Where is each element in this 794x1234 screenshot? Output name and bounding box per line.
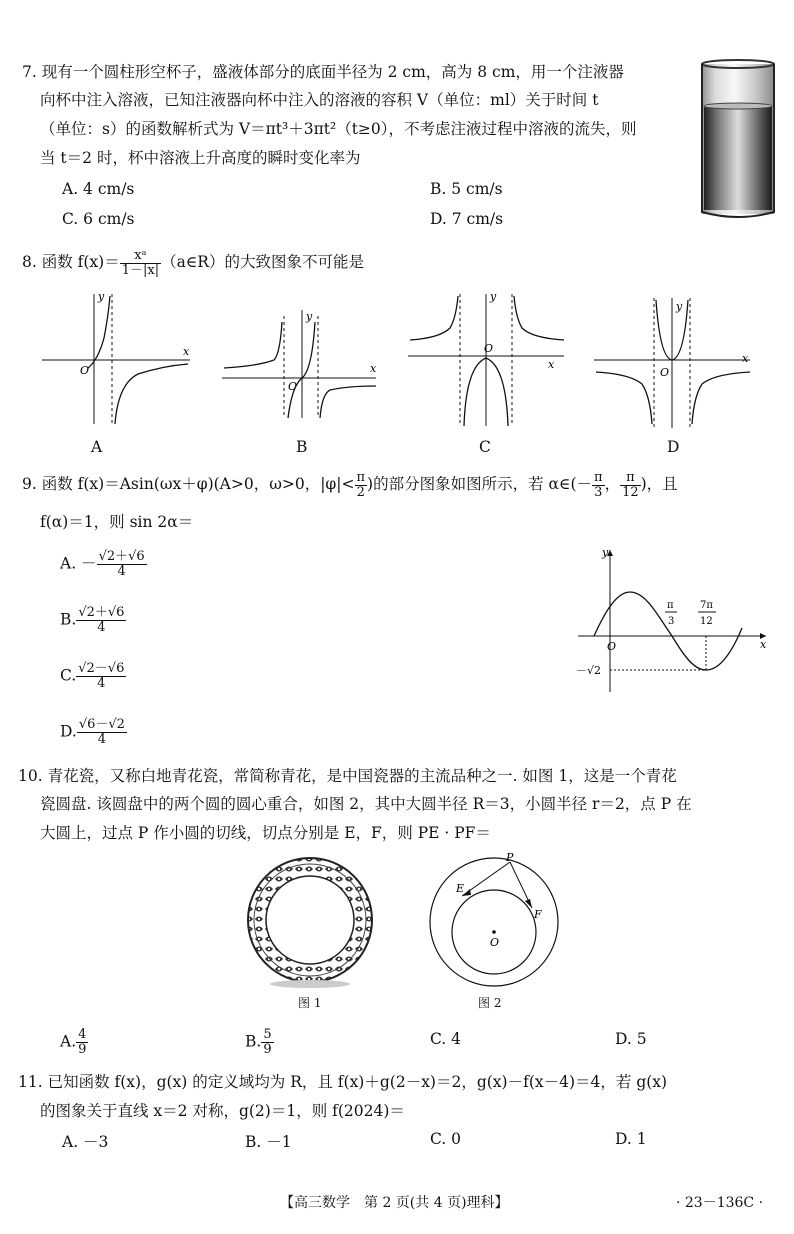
q8-suffix: （a∈R）的大致图象不可能是 (161, 253, 364, 271)
q9-option-b-label: B. (60, 610, 77, 629)
q11-option-d[interactable]: D. 1 (615, 1130, 647, 1148)
q8-label-a: A (91, 438, 103, 456)
q9-two: 2 (356, 484, 365, 500)
q10-option-b[interactable] (245, 1028, 274, 1057)
origin-label: O (80, 364, 90, 377)
point-p-label: P (506, 852, 514, 864)
origin-label: O (660, 366, 670, 379)
q9-line1-mid: )的部分图象如图所示，若 α∈(－ (367, 475, 593, 493)
y-axis-label: y (676, 300, 683, 313)
q9-option-c-den: 4 (97, 676, 106, 691)
origin-label: O (484, 342, 494, 355)
q8-fraction (120, 249, 161, 278)
x-axis-label: x (742, 352, 749, 365)
q11-option-b[interactable]: B. －1 (245, 1133, 292, 1151)
q9-line-1: 9. 函数 f(x)＝Asin(ωx＋φ)(A>0，ω>0，|φ|< $\frac{\pi}{2}$ )的部分图象如图所示，若 α∈(－ $\frac{\pi}{3}$ ， $\frac{\pi}{12}$ )，且 (22, 469, 678, 500)
point-o-label: O (490, 936, 500, 949)
q7-line-1: 7. 现有一个圆柱形空杯子，盛液体部分的底面半径为 2 cm，高为 8 cm，用一个注液器 (22, 63, 624, 81)
q10-line-1: 10. 青花瓷，又称白地青花瓷，常简称青花，是中国瓷器的主流品种之一. 如图 1，这是一个青花 (18, 767, 677, 785)
q9-option-b[interactable] (60, 606, 126, 635)
q11-option-c[interactable]: C. 0 (430, 1130, 462, 1148)
q8-num: xᵃ (120, 249, 161, 264)
q10-line-3: 大圆上，过点 P 作小圆的切线，切点分别是 E，F，则 PE · PF＝ (40, 824, 491, 842)
y-axis-label: y (602, 546, 609, 559)
page-footer: 【高三数学 第 2 页(共 4 页)理科】 (280, 1195, 509, 1211)
q10-option-a[interactable] (60, 1028, 88, 1057)
q10-option-b-label: B. (245, 1032, 262, 1051)
tick-pi-3-num: π (667, 600, 674, 611)
q10-option-b-den: 9 (263, 1042, 272, 1057)
q9-option-c[interactable] (60, 662, 126, 691)
point-f-label: F (534, 908, 542, 921)
q9-option-c-label: C. (60, 666, 77, 685)
q9-sine-graph (574, 544, 774, 694)
q9-option-a[interactable] (60, 550, 147, 579)
q7-option-c[interactable]: C. 6 cm/s (62, 210, 135, 228)
q8-label-c: C (479, 438, 491, 456)
origin-label: O (288, 380, 298, 393)
q9-option-a-num: √2＋√6 (98, 549, 145, 564)
q7-option-a[interactable]: A. 4 cm/s (62, 180, 135, 198)
q9-option-d-den: 4 (97, 732, 107, 747)
q10-option-d[interactable]: D. 5 (615, 1030, 647, 1048)
q10-option-a-label: A. (60, 1032, 77, 1051)
q8-graph-a[interactable] (38, 288, 198, 428)
q7-line-4: 当 t＝2 时，杯中溶液上升高度的瞬时变化率为 (40, 149, 361, 167)
y-axis-label: y (306, 310, 313, 323)
q10-option-b-num: 5 (263, 1027, 272, 1042)
q7-line-2: 向杯中注入溶液，已知注液器向杯中注入的溶液的容积 V（单位：ml）关于时间 t (40, 91, 599, 109)
y-axis-label: y (490, 290, 497, 303)
q8-graph-d[interactable] (590, 292, 756, 432)
q10-fig2-caption: 图 2 (478, 996, 502, 1010)
y-axis-label: y (98, 290, 105, 303)
q9-line-2: f(α)＝1，则 sin 2α＝ (40, 513, 194, 531)
q8-label-b: B (296, 438, 308, 456)
q10-fig2-diagram (426, 852, 562, 992)
q8-label-d: D (667, 438, 680, 456)
q9-twelve: 12 (622, 484, 639, 500)
q11-line-1: 11. 已知函数 f(x)，g(x) 的定义域均为 R，且 f(x)＋g(2－x)＝2，g(x)－f(x－4)＝4，若 g(x) (18, 1073, 668, 1091)
q8-graph-b[interactable] (218, 302, 382, 422)
x-axis-label: x (183, 345, 190, 358)
tick-7pi-12-den: 12 (700, 616, 713, 627)
q10-option-a-num: 4 (78, 1027, 87, 1042)
q10-line-2: 瓷圆盘. 该圆盘中的两个圆的圆心重合，如图 2，其中大圆半径 R＝3，小圆半径 r＝2，点 P 在 (40, 795, 692, 813)
q7-option-d[interactable]: D. 7 cm/s (430, 210, 504, 228)
q9-option-d[interactable] (60, 718, 127, 747)
q9-option-a-label: A. － (60, 554, 97, 573)
q8-prefix: 8. 函数 f(x)＝ (22, 253, 120, 271)
q9-option-b-den: 4 (97, 620, 106, 635)
q9-line1-prefix: 9. 函数 f(x)＝Asin(ωx＋φ)(A>0，ω>0，|φ|< (22, 475, 355, 493)
q11-option-a[interactable]: A. －3 (62, 1133, 109, 1151)
q9-option-c-num: √2－√6 (78, 661, 125, 676)
origin-label: O (607, 640, 617, 653)
q9-option-b-num: √2＋√6 (78, 605, 125, 620)
q7-option-b[interactable]: B. 5 cm/s (430, 180, 503, 198)
x-axis-label: x (548, 358, 555, 371)
q9-pi-3: π (620, 471, 641, 486)
q9-pi-2: π (594, 469, 603, 485)
q8-stem (22, 248, 364, 278)
q9-option-a-den: 4 (117, 564, 126, 579)
q10-option-a-den: 9 (78, 1042, 87, 1057)
ymin-label: －√2 (576, 664, 602, 677)
x-axis-label: x (370, 362, 377, 375)
exam-code: · 23－136C · (676, 1195, 764, 1211)
q9-option-d-label: D. (60, 722, 77, 741)
q10-fig1-plate (244, 854, 376, 990)
q7-line-3: （单位：s）的函数解析式为 V＝πt³＋3πt²（t≥0），不考虑注液过程中溶液的流失，则 (40, 120, 637, 138)
q8-den: 1－|x| (121, 262, 160, 278)
q9-pi-1: π (356, 469, 366, 485)
q11-line-2: 的图象关于直线 x＝2 对称，g(2)＝1，则 f(2024)＝ (40, 1102, 405, 1120)
tick-7pi-12-num: 7π (700, 600, 713, 611)
q10-fig1-caption: 图 1 (298, 996, 322, 1010)
tick-pi-3-den: 3 (668, 616, 675, 627)
q9-option-d-num: √6－√2 (78, 717, 125, 732)
cup-image (698, 56, 778, 222)
q9-three: 3 (594, 484, 603, 500)
q8-graph-c[interactable] (404, 288, 570, 430)
q10-option-c[interactable]: C. 4 (430, 1030, 462, 1048)
x-axis-label: x (760, 638, 767, 651)
point-e-label: E (456, 882, 465, 895)
q9-line1-suffix: )，且 (640, 475, 678, 493)
